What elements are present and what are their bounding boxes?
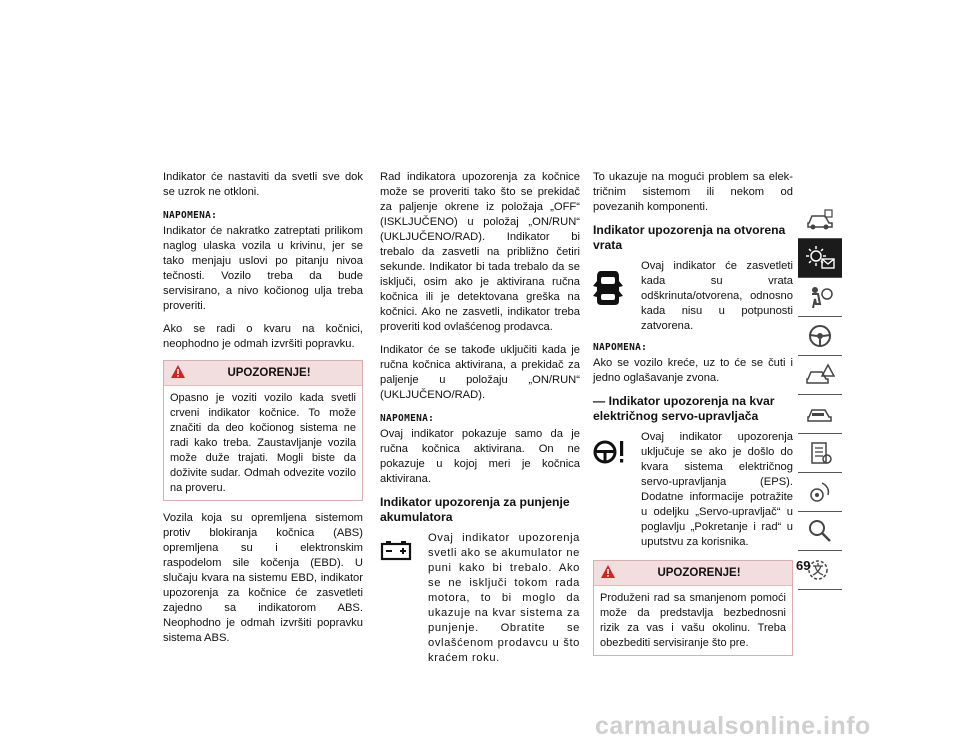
tab-index[interactable] — [798, 512, 842, 551]
paragraph: Vozila koja su opremljena sistemom protiv blokiranja kočnica (ABS) opremljena su i elektronskim raspodelom sile kočenja (EBD). U slučaju kvara na sistemu EBD, indikator upozorenja za kočnice će zasvetleti zajedno sa indikatorom ABS. Neophodno je odmah izvršiti popravku sistema ABS. — [163, 512, 363, 644]
section-heading: Indikator upozorenja za punjenje akumulatora — [380, 495, 570, 524]
multimedia-icon — [806, 479, 834, 505]
door-open-icon — [593, 267, 623, 307]
roadside-warning-icon — [805, 363, 835, 387]
column-2 — [380, 170, 580, 666]
battery-indicator-text: Ovaj indikator upozorenja svetli ako se akumulator ne puni kako bi trebalo. Ako se ne isključi tokom rada motora, to bi moglo da ukazuje na kvar sistema za punjenje. Obratite se ovlašćenom prodavcu u što kraćem roku. — [428, 532, 580, 664]
tab-car-info[interactable] — [798, 200, 842, 239]
dashboard-lights-icon — [804, 245, 836, 271]
note-text: Ako se vozilo kreće, uz to će se čuti i jedno oglašavanje zvona. — [593, 357, 793, 384]
steering-warning-icon — [593, 438, 627, 466]
warning-box — [163, 360, 363, 501]
warning-triangle-icon — [600, 564, 616, 579]
watermark: carmanualsonline.info — [595, 712, 871, 740]
safety-airbag-icon — [806, 284, 834, 310]
car-info-icon — [805, 208, 835, 230]
tab-emergency[interactable] — [798, 356, 842, 395]
warning-header — [164, 361, 362, 386]
paragraph: Rad indikatora upozorenja za kočnice može se proveriti tako što se prekidač za paljenje okrene iz položaja „OFF“ (ISKLJUČENO) u položaj „ON/RUN“ (UKLJUČENO/RAD). Indikator bi trebalo da zasvetli na približno četiri sekunde. Indikator bi tada trebalo da se isključi, osim ako je aktivirana ručna kočnica ili je detektovana greška na kočnici. Ako ne zasvetli, indikator treba proveriti kod ovlašćenog prodavca. — [380, 171, 580, 333]
column-1 — [163, 170, 363, 654]
eps-indicator-block — [593, 430, 793, 550]
car-service-icon — [805, 402, 835, 426]
tab-service[interactable] — [798, 395, 842, 434]
eps-indicator-text: Ovaj indikator upozorenja uključuje se ako je došlo do kvara sistema električnog servo-upravljanja (EPS). Dodatne informacije potražite u odeljku „Servo-upravljač“ u poglavlju „Pokretanje i rad“ u uputstvu za korisnika. — [641, 431, 793, 548]
note-text: Ovaj indikator pokazuje samo da je ručna kočnica aktivirana. On ne pokazuje u kojoj meri je kočnica aktivirana. — [380, 428, 580, 485]
warning-body: Opasno je voziti vozilo kada svetli crveni indikator kočnice. To može značiti da deo kočionog sistema ne radi kako treba. Zaustavljanje vozila može duže trajati. Mogli biste da doživite sudar. Odmah odvezite vozilo na proveru. — [170, 392, 356, 494]
note-label: NAPOMENA: — [593, 342, 648, 353]
page-number: 69 — [796, 558, 811, 573]
note-label: NAPOMENA: — [380, 413, 435, 424]
door-indicator-text: Ovaj indikator će zasvetleti kada su vrata odškrinuta/otvorena, odnosno kada nisu u potpunosti zatvorena. — [641, 260, 793, 332]
warning-body: Produženi rad sa smanjenom pomoći može da predstavlja bezbednosni rizik za vas i vašu okolinu. Treba obezbediti servisiranje što pre. — [600, 592, 786, 649]
door-indicator-block — [593, 259, 793, 334]
section-heading: — Indikator upozorenja na kvar električnog servo-upravljača — [593, 394, 775, 423]
battery-icon — [380, 539, 412, 561]
chapter-tabs — [798, 200, 842, 590]
paragraph: Ako se radi o kvaru na kočnici, neophodno je odmah izvršiti popravku. — [163, 323, 363, 350]
paragraph: Indikator će se takođe uključiti kada je ručna kočnica aktivirana, a prekidač za paljenje u položaju „ON/RUN“ (UKLJUČENO/RAD). — [380, 344, 580, 401]
note-text: Indikator će nakratko zatreptati prilikom naglog ulaska vozila u krivinu, jer se tako menjaju uslovi po pitanju nivoa tečnosti. Vozilo treba da bude servisirano, a nivo kočionog ulja treba proveriti. — [163, 225, 363, 312]
warning-triangle-icon — [170, 364, 186, 379]
tab-safety[interactable] — [798, 278, 842, 317]
section-heading: Indikator upozorenja na otvorena vrata — [593, 223, 786, 252]
note-label: NAPOMENA: — [163, 210, 218, 221]
warning-title: UPOZORENJE! — [657, 567, 741, 579]
column-3 — [593, 170, 793, 666]
tab-multimedia[interactable] — [798, 473, 842, 512]
specifications-list-icon — [806, 440, 834, 466]
tab-driving[interactable] — [798, 317, 842, 356]
tab-dashboard-lights[interactable] — [798, 239, 842, 278]
warning-box — [593, 560, 793, 656]
warning-header — [594, 561, 792, 586]
steering-wheel-icon — [806, 323, 834, 349]
warning-title: UPOZORENJE! — [227, 367, 311, 379]
paragraph: Indikator će nastaviti da svetli sve dok se uzrok ne otkloni. — [163, 171, 363, 198]
tab-specifications[interactable] — [798, 434, 842, 473]
search-index-icon — [806, 518, 834, 544]
paragraph: To ukazuje na mogući problem sa električnim sistemom ili nekom od povezanih komponenti. — [593, 171, 793, 213]
battery-indicator-block — [380, 531, 580, 666]
